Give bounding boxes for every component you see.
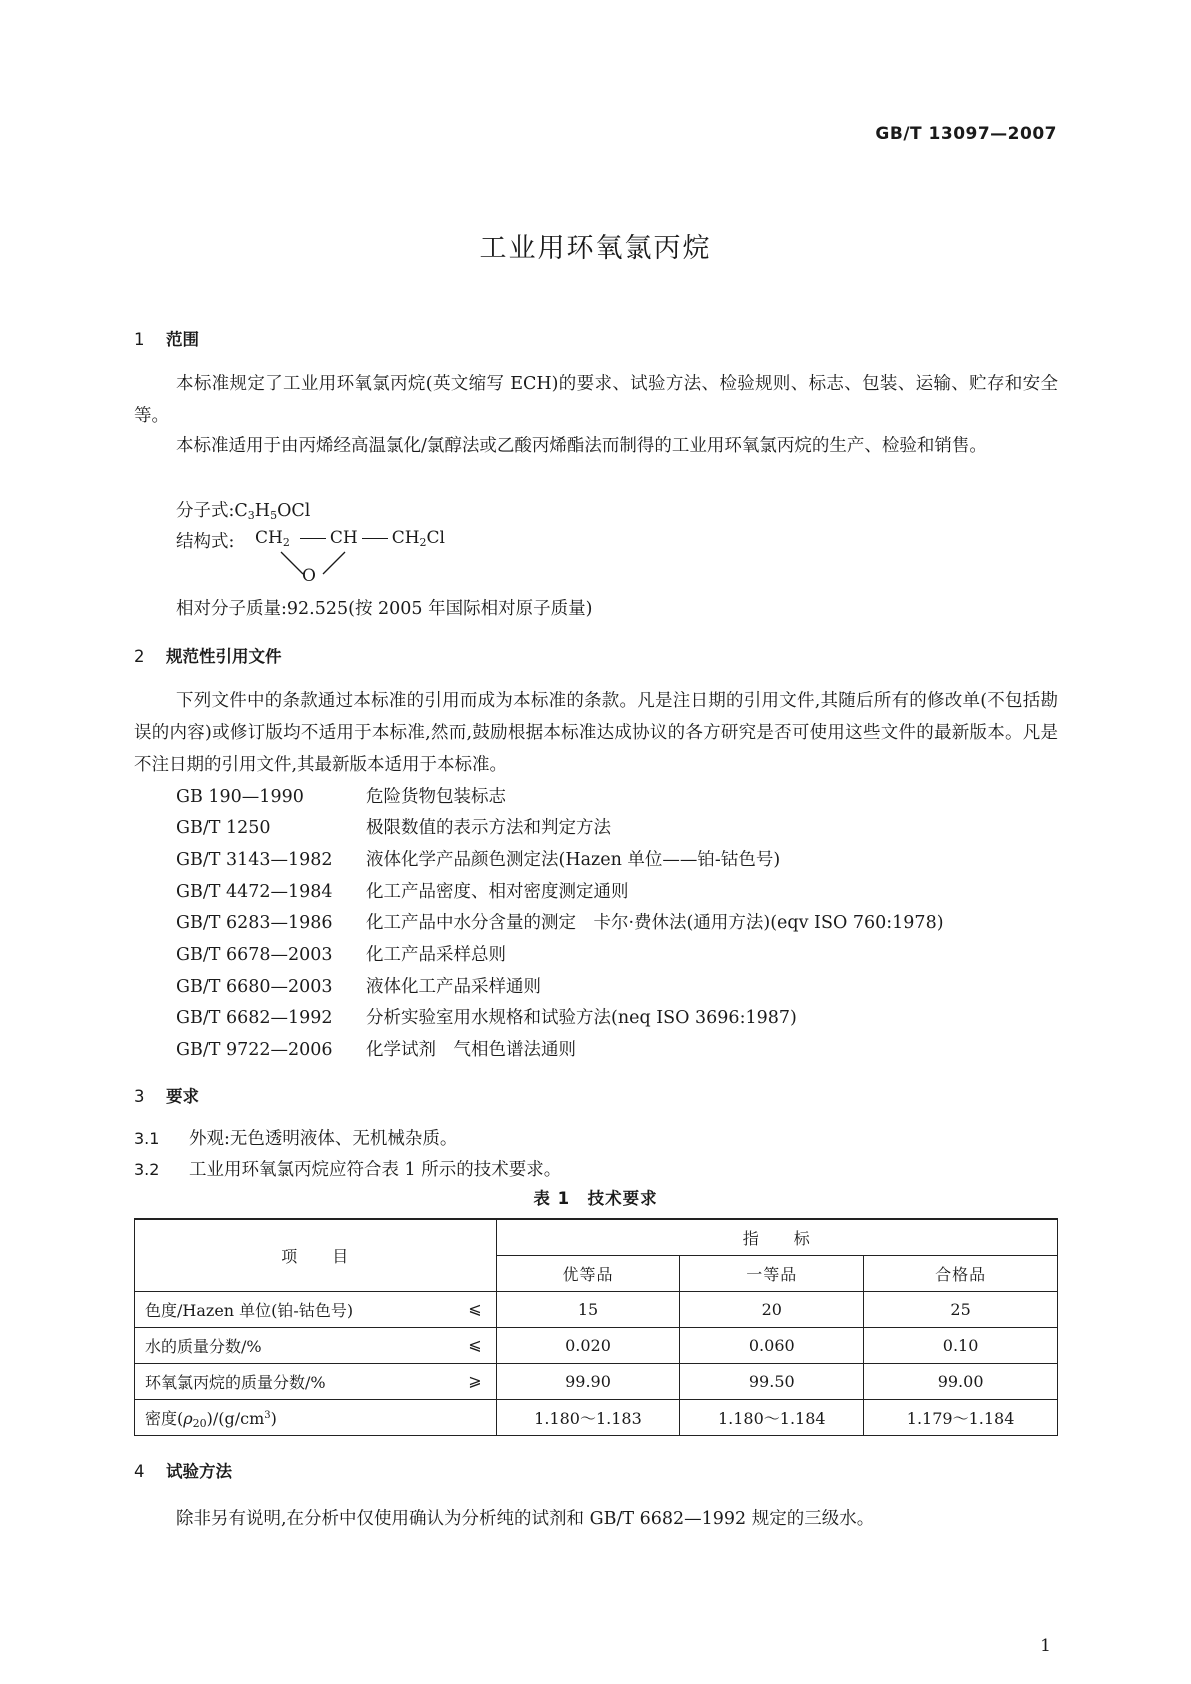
reference-item [176,941,506,966]
cell-value: 1.179～1.184 [864,1400,1058,1436]
structure-ch2-right: CH [391,528,420,548]
reference-name: 极限数值的表示方法和判定方法 [366,818,611,838]
section-title: 要求 [166,1087,199,1106]
structure-ch: CH [329,528,358,548]
table-header-row [135,1219,1058,1256]
section-title: 规范性引用文件 [166,647,282,666]
header-index: 指 标 [496,1219,1057,1256]
bond-line [362,538,388,539]
header-item: 项 目 [135,1219,497,1292]
reference-name: 危险货物包装标志 [366,787,506,807]
clause-text: 外观:无色透明液体、无机械杂质。 [189,1129,458,1149]
clause-number: 3.1 [134,1129,160,1148]
reference-name: 化工产品中水分含量的测定 卡尔·费休法(通用方法)(eqv ISO 760:1978) [366,913,944,933]
section-4-heading [134,1458,232,1482]
row-item-unit: )/(g/cm [206,1408,265,1428]
row-item-text: 密度( [145,1408,184,1428]
scope-paragraph-2: 本标准适用于由丙烯经高温氯化/氯醇法或乙酸丙烯酯法而制得的工业用环氧氯丙烷的生产、检验和销售。 [176,436,987,456]
cell-value: 99.00 [864,1364,1058,1400]
cell-value: 25 [864,1292,1058,1328]
reference-code: GB/T 6678—2003 [176,945,333,965]
formula-carbon: C [234,501,248,521]
table-row [135,1364,1058,1400]
reference-item [176,814,611,839]
structure-oxygen: O [302,566,316,586]
technical-requirements-table [134,1218,1058,1436]
unit-superscript: 3 [264,1409,271,1421]
reference-item [176,1004,797,1029]
section-1-heading [134,326,199,350]
reference-name: 化工产品密度、相对密度测定通则 [366,882,629,902]
section-title: 试验方法 [166,1462,232,1481]
cell-value: 20 [680,1292,864,1328]
reference-code: GB/T 6283—1986 [176,913,333,933]
section-number: 1 [134,330,145,349]
relative-molecular-mass: 相对分子质量:92.525(按 2005 年国际相对原子质量) [176,599,593,619]
reference-code: GB/T 1250 [176,818,271,838]
row-item [135,1400,497,1436]
reference-name: 化学试剂 气相色谱法通则 [366,1040,576,1060]
reference-name: 液体化工产品采样通则 [366,977,541,997]
cell-value: 99.50 [680,1364,864,1400]
row-item-text: 色度/Hazen 单位(铂-钴色号) [145,1301,354,1320]
reference-code: GB/T 4472—1984 [176,882,333,902]
normative-references-paragraph: 下列文件中的条款通过本标准的引用而成为本标准的条款。凡是注日期的引用文件,其随后所有的修改单(不包括勘误的内容)或修订版均不适用于本标准,然而,鼓励根据本标准达成协议的各方研究是否可使用这些文件的最新版本。凡是不注日期的引用文件,其最新版本适用于本标准。 [134,691,1058,775]
reference-name: 分析实验室用水规格和试验方法(neq ISO 3696:1987) [366,1008,797,1028]
row-item-close: ) [270,1408,277,1428]
cell-value: 0.020 [496,1328,680,1364]
row-item [135,1328,497,1364]
row-item [135,1364,497,1400]
section-title: 范围 [166,330,199,349]
cell-value: 1.180～1.183 [496,1400,680,1436]
clause-text: 工业用环氧氯丙烷应符合表 1 所示的技术要求。 [189,1160,562,1180]
standard-code: GB/T 13097—2007 [875,124,1057,144]
table-row [135,1400,1058,1436]
grade-qualified: 合格品 [864,1256,1058,1292]
reference-name: 液体化学产品颜色测定法(Hazen 单位——铂-钴色号) [366,850,781,870]
reference-code: GB/T 6682—1992 [176,1008,333,1028]
formula-label: 分子式: [176,501,235,521]
grade-premium: 优等品 [496,1256,680,1292]
comparison-operator: ⩾ [468,1371,482,1390]
structure-label: 结构式: [176,532,235,552]
structure-ch2-right-count: 2 [419,536,427,549]
reference-item [176,973,541,998]
formula-rest: OCl [277,501,311,521]
rho-symbol: ρ [183,1408,193,1428]
clause-3-1 [134,1125,457,1150]
rho-subscript: 20 [192,1416,207,1430]
cell-value: 0.060 [680,1328,864,1364]
table-caption: 表 1 技术要求 [533,1189,658,1208]
row-item [135,1292,497,1328]
row-item-text: 水的质量分数/% [145,1337,262,1356]
page-number: 1 [1040,1636,1051,1656]
reference-code: GB/T 9722—2006 [176,1040,333,1060]
scope-paragraph-1: 本标准规定了工业用环氧氯丙烷(英文缩写 ECH)的要求、试验方法、检验规则、标志、包装、运输、贮存和安全等。 [134,374,1058,426]
molecular-formula [176,497,310,522]
clause-3-2 [134,1156,561,1181]
section-3-heading [134,1083,199,1107]
formula-carbon-count: 3 [247,509,255,522]
cell-value: 1.180～1.184 [680,1400,864,1436]
reference-code: GB 190—1990 [176,787,304,807]
table-row [135,1292,1058,1328]
reference-item [176,783,506,808]
comparison-operator: ⩽ [468,1299,482,1318]
structure-ch2-left: CH [255,528,283,548]
section-number: 2 [134,647,145,666]
reference-item [176,878,629,903]
epoxide-bonds [273,550,363,582]
cell-value: 99.90 [496,1364,680,1400]
structure-chain [255,528,445,549]
reference-item [176,1036,576,1061]
grade-first: 一等品 [680,1256,864,1292]
test-methods-paragraph: 除非另有说明,在分析中仅使用确认为分析纯的试剂和 GB/T 6682—1992 规定的三级水。 [176,1509,875,1529]
formula-hydrogen: H [254,501,271,521]
reference-code: GB/T 6680—2003 [176,977,333,997]
cell-value: 15 [496,1292,680,1328]
section-number: 3 [134,1087,145,1106]
section-2-heading [134,643,282,667]
structure-ch2-left-count: 2 [282,536,290,549]
reference-name: 化工产品采样总则 [366,945,506,965]
reference-code: GB/T 3143—1982 [176,850,333,870]
cell-value: 0.10 [864,1328,1058,1364]
clause-number: 3.2 [134,1160,160,1179]
reference-item [176,846,780,871]
table-row [135,1328,1058,1364]
formula-hydrogen-count: 5 [270,509,278,522]
section-number: 4 [134,1462,145,1481]
row-item-text: 环氧氯丙烷的质量分数/% [145,1373,326,1392]
bond-line [300,538,326,539]
reference-item [176,909,944,934]
structure-chlorine: Cl [426,528,445,548]
document-title: 工业用环氧氯丙烷 [479,233,712,264]
comparison-operator: ⩽ [468,1335,482,1354]
